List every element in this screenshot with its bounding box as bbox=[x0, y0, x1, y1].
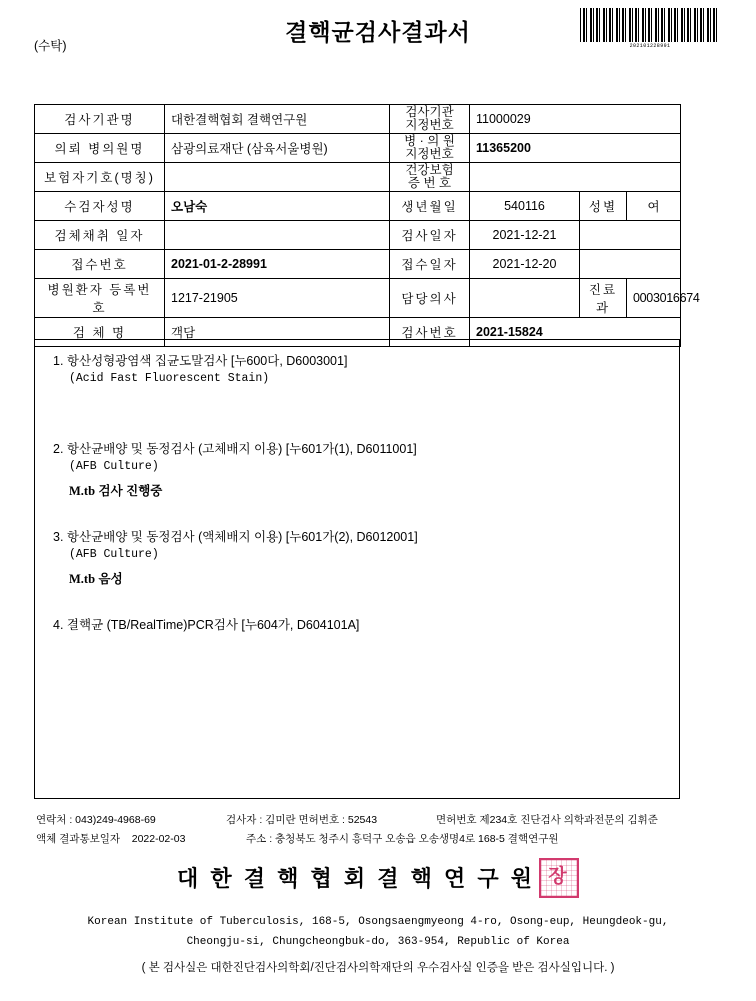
result-2-status-prefix: M.tb bbox=[69, 484, 96, 498]
result-2-status bbox=[53, 476, 661, 500]
document-footer bbox=[0, 812, 756, 975]
result-4-title bbox=[53, 616, 661, 634]
value-health-insurance-no bbox=[470, 163, 681, 192]
label-collection-date: 검체채취 일자 bbox=[35, 221, 165, 250]
result-3-title bbox=[53, 528, 661, 546]
result-item-3 bbox=[53, 528, 661, 588]
label-org-designation-no: 검사기관 지정번호 bbox=[390, 105, 470, 134]
value-org-designation-no: 11000029 bbox=[470, 105, 681, 134]
label-reception-date: 접수일자 bbox=[390, 250, 470, 279]
label-department: 진료과 bbox=[580, 279, 627, 318]
value-patient-reg-no: 1217-21905 bbox=[165, 279, 390, 318]
value-hospital-designation-no: 11365200 bbox=[470, 134, 681, 163]
result-3-status bbox=[53, 564, 661, 588]
value-gender: 여 bbox=[627, 192, 681, 221]
inspector-info: 검사자 : 김미란 면허번호 : 52543 bbox=[226, 814, 378, 826]
label-birthdate: 생년월일 bbox=[390, 192, 470, 221]
result-2-title bbox=[53, 440, 661, 458]
table-row bbox=[35, 250, 681, 279]
label-test-no: 검사번호 bbox=[390, 318, 470, 347]
page-title: 결핵균검사결과서 bbox=[285, 19, 471, 45]
label-health-insurance-no: 건강보험 증 번 호 bbox=[390, 163, 470, 192]
label-test-date: 검사일자 bbox=[390, 221, 470, 250]
liquid-report-date: 2022-02-03 bbox=[131, 833, 186, 845]
address-english bbox=[0, 912, 756, 952]
value-insurance-code bbox=[165, 163, 390, 192]
table-row bbox=[35, 221, 681, 250]
barcode bbox=[580, 8, 720, 49]
address-en-line1: Korean Institute of Tuberculosis, 168-5, Osongsaengmyeong 4-ro, Osong-eup, Heungdeok-gu, bbox=[87, 916, 669, 928]
result-item-1 bbox=[53, 352, 661, 388]
value-birthdate: 540116 bbox=[470, 192, 580, 221]
result-4-title-text: 결핵균 (TB/RealTime)PCR검사 [누604가, D604101A] bbox=[66, 618, 360, 632]
label-gender: 성별 bbox=[580, 192, 627, 221]
official-seal: 장 bbox=[539, 858, 579, 898]
organization-name-line bbox=[0, 860, 756, 900]
organization-name: 대 한 결 핵 협 회 결 핵 연 구 원 bbox=[177, 865, 535, 891]
value-test-date: 2021-12-21 bbox=[470, 221, 580, 250]
liquid-report-label bbox=[36, 831, 185, 846]
table-row bbox=[35, 279, 681, 318]
result-2-status-text: 검사 진행중 bbox=[98, 484, 163, 498]
label-inspection-org: 검사기관명 bbox=[35, 105, 165, 134]
label-reception-no: 접수번호 bbox=[35, 250, 165, 279]
label-patient-reg-no: 병원환자 등록번호 bbox=[35, 279, 165, 318]
result-1-index: 1. bbox=[53, 354, 64, 368]
value-patient-name: 오남숙 bbox=[165, 192, 390, 221]
license-info: 면허번호 제234호 진단검사 의학과전문의 김휘준 bbox=[436, 814, 658, 826]
value-collection-date bbox=[165, 221, 390, 250]
value-department: 0003016674 bbox=[627, 279, 681, 318]
document-header bbox=[0, 0, 756, 58]
value-requesting-hospital: 삼광의료재단 (삼육서울병원) bbox=[165, 134, 390, 163]
result-3-subtitle: (AFB Culture) bbox=[69, 548, 159, 561]
result-2-index: 2. bbox=[53, 442, 64, 456]
results-panel bbox=[34, 339, 680, 799]
table-row bbox=[35, 192, 681, 221]
result-1-title bbox=[53, 352, 661, 370]
address-info: 주소 : 충청북도 청주시 흥덕구 오송읍 오송생명4로 168-5 결핵연구원 bbox=[246, 833, 559, 845]
barcode-number: 202101228991 bbox=[629, 43, 671, 49]
value-test-no: 2021-15824 bbox=[470, 318, 681, 347]
entrust-tag: (수탁) bbox=[34, 39, 67, 53]
barcode-image bbox=[580, 8, 720, 42]
spacer bbox=[53, 500, 661, 528]
result-1-subtitle: (Acid Fast Fluorescent Stain) bbox=[69, 372, 270, 385]
table-row bbox=[35, 163, 681, 192]
result-item-4 bbox=[53, 616, 661, 634]
value-specimen: 객담 bbox=[165, 318, 390, 347]
label-hospital-designation-no: 병 · 의 원 지정번호 bbox=[390, 134, 470, 163]
result-4-index: 4. bbox=[53, 618, 64, 632]
empty-cell bbox=[580, 221, 681, 250]
result-3-title-text: 항산균배양 및 동정검사 (액체배지 이용) [누601가(2), D6012001] bbox=[66, 530, 418, 544]
result-2-subtitle: (AFB Culture) bbox=[69, 460, 159, 473]
patient-info-table bbox=[34, 104, 700, 347]
result-2-title-text: 항산균배양 및 동정검사 (고체배지 이용) [누601가(1), D6011001] bbox=[66, 442, 417, 456]
empty-cell bbox=[580, 250, 681, 279]
result-3-status-prefix: M.tb bbox=[69, 572, 96, 586]
result-item-2 bbox=[53, 440, 661, 500]
address-en-line2: Cheongju-si, Chungcheongbuk-do, 363-954, Republic of Korea bbox=[186, 936, 570, 948]
result-1-title-text: 항산성형광염색 집균도말검사 [누600다, D6003001] bbox=[66, 354, 348, 368]
spacer bbox=[53, 388, 661, 440]
certification-note: ( 본 검사실은 대한진단검사의학회/진단검사의학재단의 우수검사실 인증을 받은 검사실입니다. ) bbox=[141, 962, 615, 974]
footer-line-1 bbox=[0, 812, 756, 831]
label-patient-name: 수검자성명 bbox=[35, 192, 165, 221]
contact-info: 연락처 : 043)249-4968-69 bbox=[36, 814, 156, 826]
value-doctor bbox=[470, 279, 580, 318]
table-row bbox=[35, 134, 681, 163]
label-doctor: 담당의사 bbox=[390, 279, 470, 318]
label-specimen: 검 체 명 bbox=[35, 318, 165, 347]
result-3-index: 3. bbox=[53, 530, 64, 544]
spacer bbox=[53, 588, 661, 616]
footer-line-2 bbox=[0, 831, 756, 850]
value-reception-no: 2021-01-2-28991 bbox=[165, 250, 390, 279]
label-requesting-hospital: 의뢰 병의원명 bbox=[35, 134, 165, 163]
liquid-report-label-text: 액체 결과통보일자 bbox=[36, 833, 121, 845]
table-row bbox=[35, 105, 681, 134]
value-inspection-org: 대한결핵협회 결핵연구원 bbox=[165, 105, 390, 134]
value-reception-date: 2021-12-20 bbox=[470, 250, 580, 279]
result-3-status-text: 음성 bbox=[98, 572, 123, 586]
label-insurance-code: 보험자기호(명칭) bbox=[35, 163, 165, 192]
